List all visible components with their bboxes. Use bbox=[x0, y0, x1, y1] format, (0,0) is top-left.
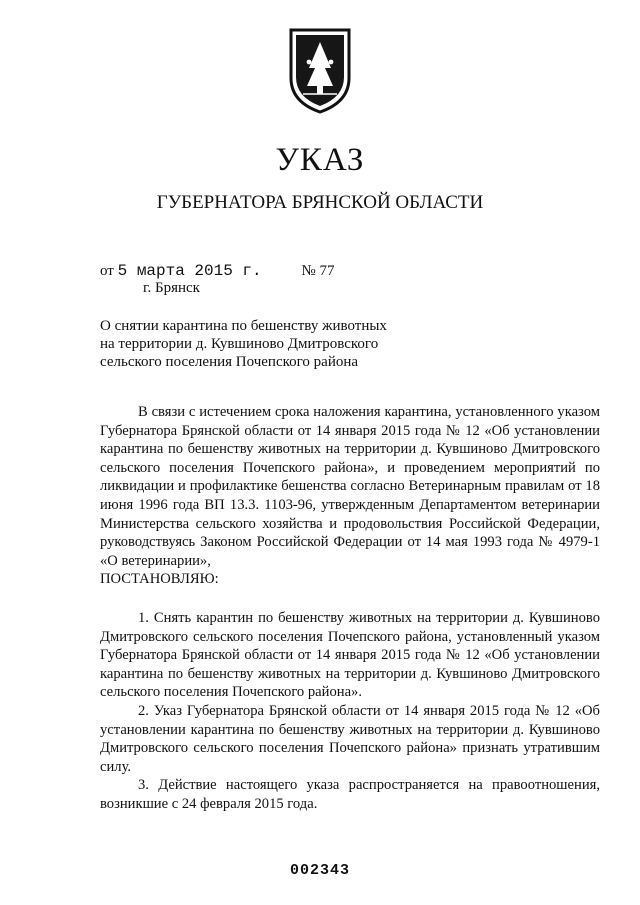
date-prefix: от bbox=[100, 263, 114, 279]
serial-number: 002343 bbox=[289, 862, 350, 879]
document-city: г. Брянск bbox=[143, 280, 200, 296]
decree-item: 2. Указ Губернатора Брянской области от 14 января 2015 года № 12 «Об установлении карантина по бешенству животных на территории д. Кувшиново Дмитровского сельского поселения Почепского района» признать утратившим силу. bbox=[100, 702, 600, 775]
date-line bbox=[100, 261, 334, 281]
decree-item: 3. Действие настоящего указа распространяется на правоотношения, возникшие с 24 февраля 2015 года. bbox=[100, 777, 600, 812]
preamble-paragraph: В связи с истечением срока наложения карантина, установленного указом Губернатора Брянской области от 14 января 2015 года № 12 «Об установлении карантина по бешенству животных на территории д. Кувшиново Дмитровского сельского поселения Почепского района», и проведением мероприятий по ликвидации и профилактике бешенства согласно Ветеринарным правилам от 18 июня 1996 года ВП 13.3. 1103-96, утвержденным Департаментом ветеринарии Министерства сельского хозяйства и продовольствия Российской Федерации, руководствуясь Законом Российской Федерации от 14 мая 1993 года № 4979-1 «О ветеринарии», bbox=[100, 404, 600, 569]
subject-line: на территории д. Кувшиново Дмитровского bbox=[100, 336, 379, 352]
subject-line: О снятии карантина по бешенству животных bbox=[100, 318, 387, 334]
document-subject bbox=[100, 317, 420, 371]
document-body bbox=[100, 403, 600, 813]
decree-word: ПОСТАНОВЛЯЮ: bbox=[100, 571, 219, 588]
document-number: № 77 bbox=[301, 263, 335, 279]
document-title: УКАЗ bbox=[275, 142, 365, 178]
decree-items bbox=[100, 609, 600, 814]
subject-line: сельского поселения Почепского района bbox=[100, 354, 359, 370]
document-date: 5 марта 2015 г. bbox=[117, 262, 262, 280]
decree-item: 1. Снять карантин по бешенству животных на территории д. Кувшиново Дмитровского сельского поселения Почепского района, установленный указом Губернатора Брянской области от 14 января 2015 года № 12 «Об установлении карантина по бешенству животных на территории д. Кувшиново Дмитровского сельского поселения Почепского района». bbox=[100, 609, 600, 701]
document-subtitle: ГУБЕРНАТОРА БРЯНСКОЙ ОБЛАСТИ bbox=[156, 192, 484, 213]
coat-of-arms-icon bbox=[289, 28, 351, 114]
